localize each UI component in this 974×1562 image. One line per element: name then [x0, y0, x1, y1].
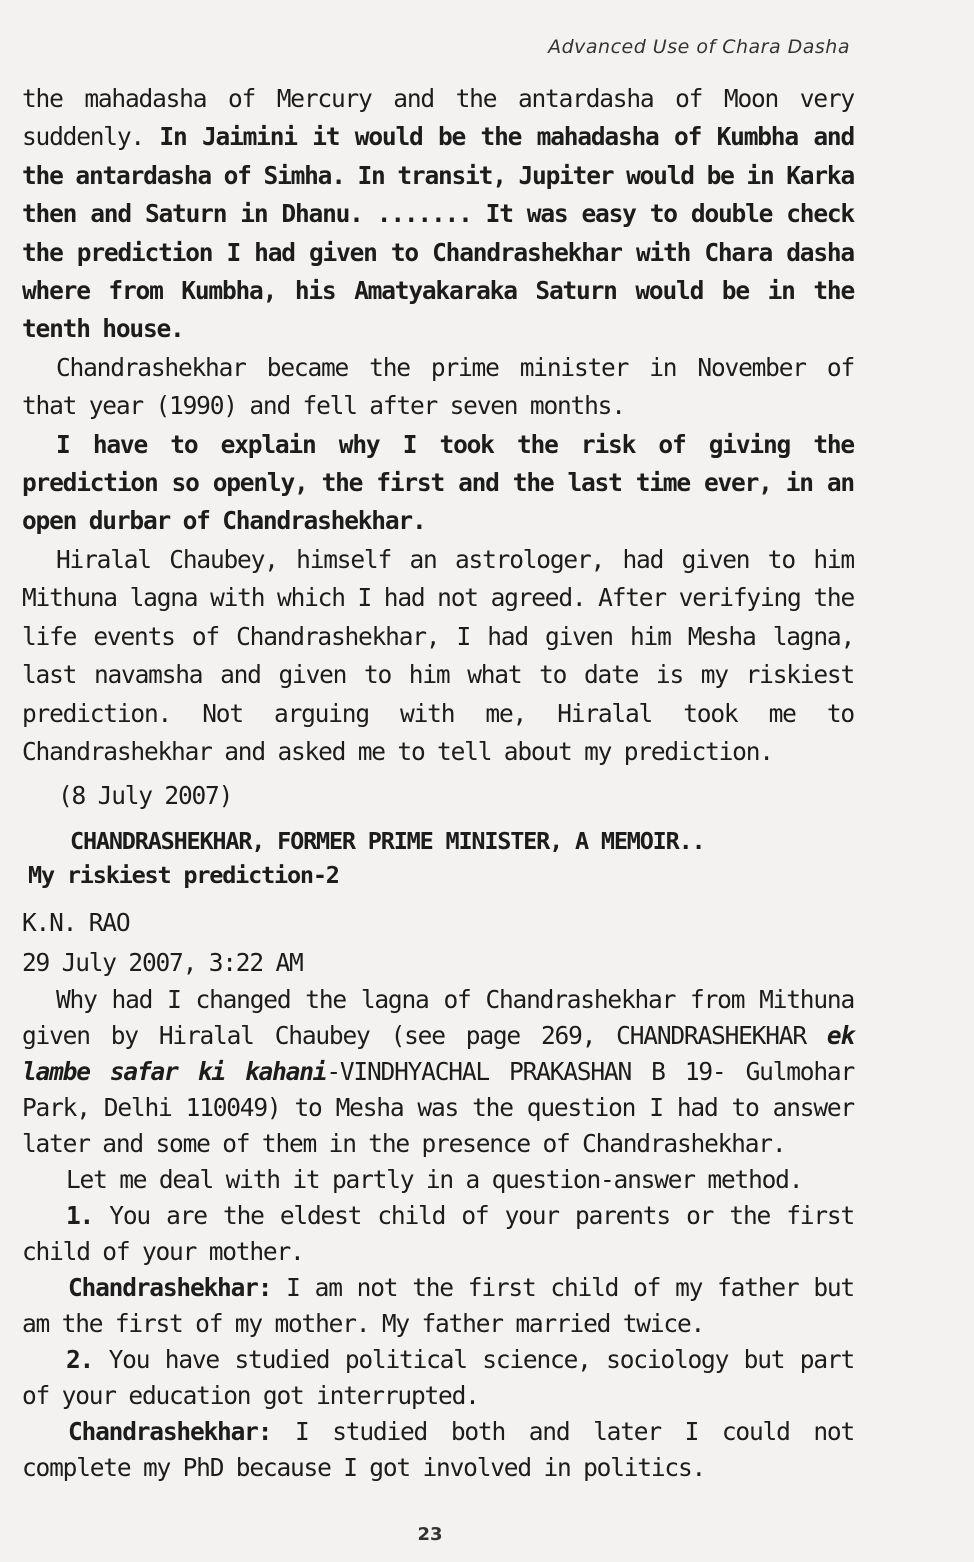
- article-date: (8 July 2007): [58, 781, 233, 811]
- paragraph-lagna-text-b: -VINDHYACHAL PRAKASHAN B 19- Gulmohar Park, Delhi 110049) to Mesha was the question I had to answer later and some of them in the presence of Chandrashekhar.: [22, 1057, 855, 1159]
- paragraph-risk-explanation: I have to explain why I took the risk of giving the prediction so openly, the first and the last time ever, in an open durbar of Chandrashekhar.: [22, 429, 854, 536]
- answer-1: [22, 1270, 854, 1342]
- question-1: [22, 1198, 854, 1270]
- running-header: Advanced Use of Chara Dasha: [548, 36, 850, 58]
- answer-2-label: Chandrashekhar:: [68, 1417, 272, 1447]
- question-2: [22, 1342, 854, 1414]
- answer-2-text: I studied both and later I could not complete my PhD because I got involved in politics.: [22, 1417, 854, 1483]
- book-title-italic: ek lambe safar ki kahani: [22, 1021, 854, 1087]
- article-timestamp: 29 July 2007, 3:22 AM: [22, 947, 303, 977]
- question-1-number: 1.: [66, 1201, 94, 1231]
- paragraph-continued-line: the mahadasha of Mercury and the antardasha of Moon very suddenly.: [22, 84, 854, 152]
- question-1-text: You are the eldest child of your parents or the first child of your mother.: [22, 1201, 854, 1267]
- answer-2: [22, 1414, 854, 1486]
- paragraph-lagna-question: [22, 982, 854, 1162]
- author-name: K.N. RAO: [22, 907, 130, 937]
- paragraph-prime-minister: Chandrashekhar became the prime minister in November of that year (1990) and fell after seven months.: [22, 352, 854, 421]
- paragraph-continued: [22, 80, 854, 349]
- paragraph-lagna-text-a: Why had I changed the lagna of Chandrashekhar from Mithuna given by Hiralal Chaubey (see page 269, CHANDRASHEKHAR: [22, 985, 854, 1051]
- paragraph-method: Let me deal with it partly in a question-answer method.: [66, 1165, 803, 1195]
- answer-1-label: Chandrashekhar:: [68, 1273, 272, 1303]
- qa-section: [22, 982, 854, 1486]
- paragraph-hiralal: Hiralal Chaubey, himself an astrologer, had given to him Mithuna lagna with which I had not agreed. After verifying the life events of Chandrashekhar, I had given him Mesha lagna, last navamsha and given to him what to date is my riskiest prediction. Not arguing with me, Hiralal took me to Chandrashekhar and asked me to tell about my prediction.: [22, 544, 854, 766]
- paragraph-continued-bold: In Jaimini it would be the mahadasha of Kumbha and the antardasha of Simha. In transit, Jupiter would be in Karka then and Saturn in Dhanu. ....... It was easy to double check the prediction I had given to Chandrashekhar with Chara dasha where from Kumbha, his Amatyakaraka Saturn would be in the tenth house.: [22, 122, 854, 344]
- page-body: [22, 80, 854, 1486]
- section-heading: [22, 824, 854, 892]
- answer-1-text: I am not the first child of my father but am the first of my mother. My father married twice.: [22, 1273, 854, 1339]
- question-2-number: 2.: [66, 1345, 94, 1375]
- page-number: 23: [417, 1524, 443, 1545]
- section-heading-subtitle: My riskiest prediction-2: [28, 860, 339, 889]
- section-heading-title: CHANDRASHEKHAR, FORMER PRIME MINISTER, A MEMOIR..: [70, 826, 705, 855]
- question-2-text: You have studied political science, sociology but part of your education got interrupted.: [22, 1345, 854, 1411]
